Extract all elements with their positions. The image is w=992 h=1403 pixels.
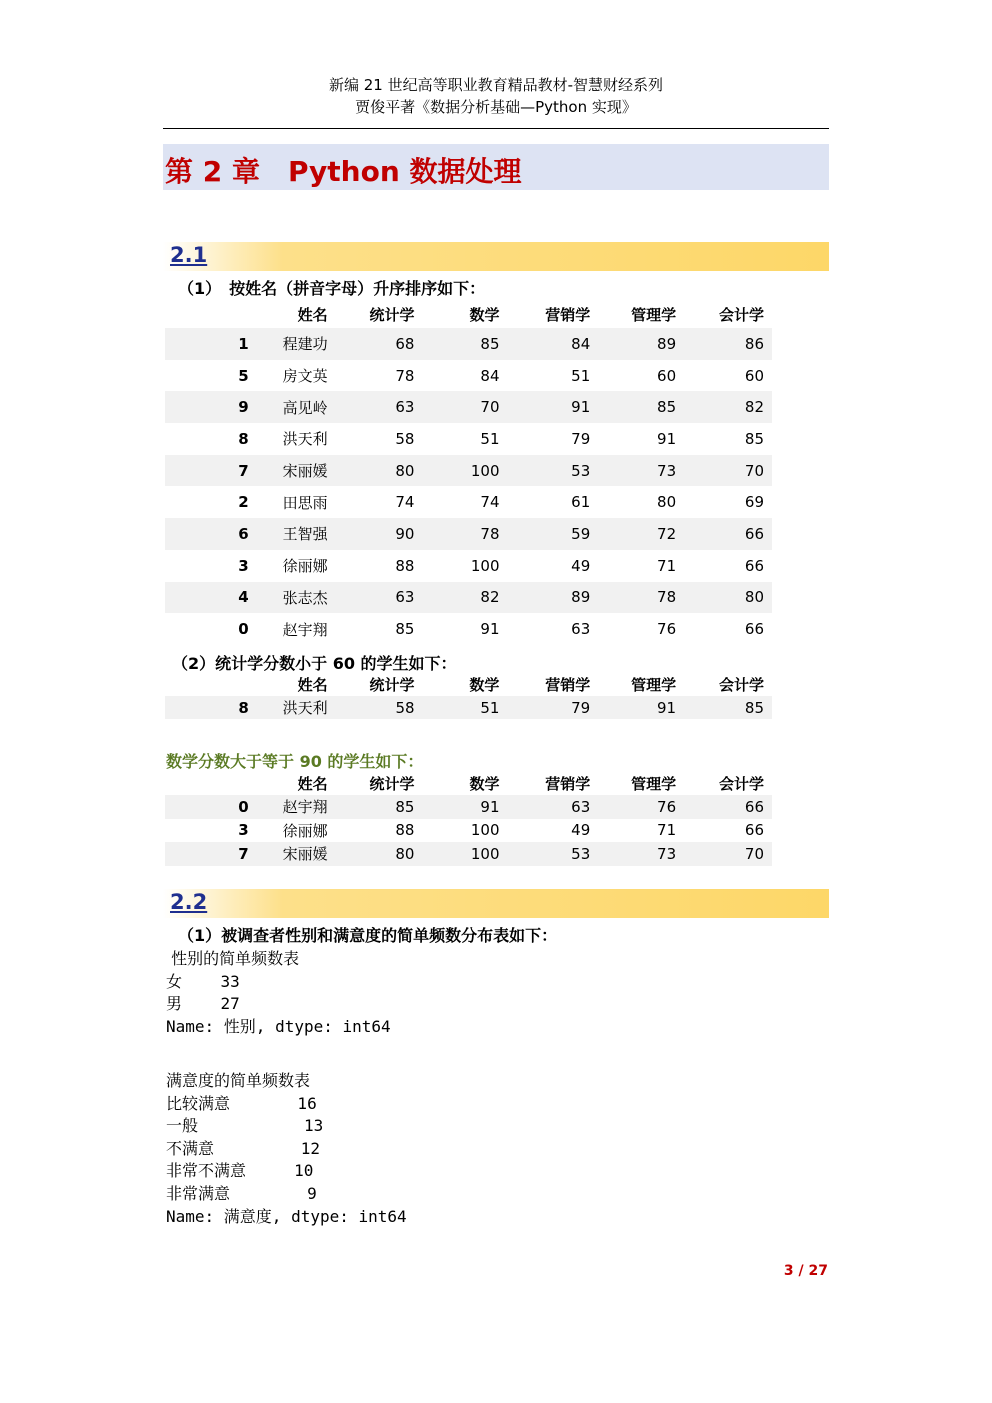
part2-heading: （2）统计学分数小于 60 的学生如下：: [172, 654, 457, 673]
score-cell: 58: [395, 429, 415, 448]
page-header: [163, 74, 829, 118]
output-line: 比较满意 16: [166, 1093, 317, 1113]
score-cell: 70: [676, 842, 772, 866]
table-header-row: [165, 300, 772, 328]
output-line: Name: 满意度, dtype: int64: [166, 1206, 407, 1226]
output-line: 非常满意 9: [166, 1183, 317, 1203]
score-cell: 100: [470, 556, 500, 575]
output-line: 非常不满意 10: [166, 1161, 314, 1181]
score-cell: 78: [414, 518, 499, 550]
score-cell: 100: [414, 842, 499, 866]
student-name: 洪天利: [249, 696, 328, 719]
score-cell: 89: [590, 328, 676, 360]
score-cell: 84: [500, 328, 591, 360]
output-line: 一般 13: [166, 1116, 324, 1136]
part3-heading: 数学分数大于等于 90 的学生如下：: [166, 752, 424, 771]
low-stats-table: [165, 672, 772, 719]
index-header: [165, 672, 249, 696]
row-index: 8: [165, 696, 249, 719]
student-name: 田思雨: [282, 493, 328, 512]
score-cell: 73: [590, 455, 676, 487]
score-cell: 79: [499, 696, 590, 719]
page-number: 3 / 27: [783, 1263, 828, 1279]
score-cell: 70: [414, 391, 499, 423]
score-cell: 80: [328, 842, 415, 866]
score-cell: 78: [395, 366, 415, 385]
score-cell: 63: [500, 795, 591, 819]
output-line: 不满意 12: [166, 1138, 320, 1158]
column-header: 数学: [469, 305, 500, 324]
satisfaction-frequency-output: [166, 1070, 407, 1228]
score-cell: 86: [676, 328, 772, 360]
row-index: 5: [238, 366, 249, 385]
score-cell: 49: [571, 556, 591, 575]
column-header: 管理学: [631, 675, 677, 694]
score-cell: 76: [590, 795, 676, 819]
score-cell: 84: [480, 366, 500, 385]
section-banner-2-1: [163, 242, 829, 271]
output-title: 满意度的简单频数表: [166, 1071, 311, 1090]
row-index: 9: [165, 391, 249, 423]
part4-heading: （1）被调查者性别和满意度的简单频数分布表如下：: [178, 926, 558, 945]
student-name: 房文英: [282, 367, 328, 386]
score-cell: 79: [571, 429, 591, 448]
score-cell: 71: [657, 556, 677, 575]
header-series-title: 新编 21 世纪高等职业教育精品教材-智慧财经系列: [328, 76, 664, 94]
column-header: 统计学: [369, 305, 415, 324]
table-row: [165, 455, 772, 487]
column-header: 姓名: [297, 774, 328, 793]
column-header: 姓名: [297, 305, 328, 324]
score-cell: 70: [676, 455, 772, 487]
score-cell: 66: [676, 795, 772, 819]
student-name: 张志杰: [249, 582, 328, 614]
score-cell: 49: [571, 821, 591, 840]
row-index: 0: [165, 795, 249, 819]
table-row: [165, 328, 772, 360]
score-cell: 88: [395, 556, 415, 575]
student-name: 赵宇翔: [282, 620, 328, 639]
section-banner-2-2: [163, 889, 829, 918]
score-cell: 59: [500, 518, 591, 550]
student-name: 赵宇翔: [249, 795, 328, 819]
score-cell: 69: [744, 493, 764, 512]
score-cell: 78: [590, 582, 676, 614]
score-cell: 85: [744, 429, 764, 448]
score-cell: 66: [744, 620, 764, 639]
table-row: [165, 360, 772, 392]
score-cell: 82: [414, 582, 499, 614]
student-name: 王智强: [249, 518, 328, 550]
score-cell: 91: [414, 795, 499, 819]
column-header: 会计学: [718, 774, 764, 793]
score-cell: 58: [328, 696, 415, 719]
column-header: 统计学: [369, 675, 415, 694]
section-title-2-2: 2.2: [170, 890, 208, 914]
score-cell: 51: [415, 696, 500, 719]
student-name: 高见岭: [249, 391, 328, 423]
sorted-scores-table: [165, 300, 772, 645]
column-header: 营销学: [545, 675, 591, 694]
row-index: 1: [165, 328, 249, 360]
score-cell: 74: [480, 493, 500, 512]
score-cell: 53: [500, 842, 591, 866]
student-name: 徐丽娜: [282, 557, 328, 576]
row-index: 4: [165, 582, 249, 614]
table-row: [165, 423, 772, 455]
score-cell: 80: [657, 493, 677, 512]
row-index: 0: [238, 620, 249, 639]
row-index: 7: [165, 455, 249, 487]
output-line: Name: 性别, dtype: int64: [166, 1016, 391, 1036]
score-cell: 51: [480, 429, 500, 448]
student-name: 徐丽娜: [282, 821, 328, 840]
column-header: 营销学: [545, 305, 591, 324]
row-index: 3: [238, 821, 249, 840]
high-math-table: [165, 771, 772, 866]
column-header: 数学: [469, 774, 500, 793]
student-name: 程建功: [249, 328, 328, 360]
column-header: 统计学: [369, 774, 415, 793]
score-cell: 72: [590, 518, 676, 550]
table-row: [165, 582, 772, 614]
table-row: [165, 550, 772, 582]
score-cell: 80: [676, 582, 772, 614]
score-cell: 63: [328, 391, 415, 423]
column-header: 会计学: [718, 305, 764, 324]
table-row: [165, 391, 772, 423]
score-cell: 100: [470, 821, 500, 840]
output-line: 女 33: [166, 971, 240, 991]
index-header: [165, 300, 249, 328]
score-cell: 66: [676, 518, 772, 550]
score-cell: 85: [328, 795, 415, 819]
table-header-row: [165, 771, 772, 795]
score-cell: 63: [328, 582, 415, 614]
row-index: 7: [165, 842, 249, 866]
score-cell: 63: [571, 620, 591, 639]
score-cell: 60: [744, 366, 764, 385]
header-book-title: 贾俊平著《数据分析基础—Python 实现》: [355, 98, 637, 116]
row-index: 2: [238, 493, 249, 512]
index-header: [165, 771, 249, 795]
student-name: 洪天利: [282, 430, 328, 449]
row-index: 6: [165, 518, 249, 550]
table-row: [165, 613, 772, 645]
score-cell: 71: [657, 821, 677, 840]
score-cell: 68: [328, 328, 415, 360]
header-divider: [163, 128, 829, 129]
table-row: [165, 842, 772, 866]
score-cell: 90: [328, 518, 415, 550]
score-cell: 51: [571, 366, 591, 385]
gender-frequency-output: [166, 948, 391, 1038]
score-cell: 80: [328, 455, 415, 487]
score-cell: 100: [414, 455, 499, 487]
score-cell: 61: [571, 493, 591, 512]
row-index: 3: [238, 556, 249, 575]
column-header: 会计学: [718, 675, 764, 694]
score-cell: 74: [395, 493, 415, 512]
score-cell: 82: [676, 391, 772, 423]
student-name: 宋丽媛: [249, 842, 328, 866]
score-cell: 73: [590, 842, 676, 866]
row-index: 8: [238, 429, 249, 448]
chapter-title: 第 2 章 Python 数据处理: [165, 155, 522, 188]
score-cell: 91: [480, 620, 500, 639]
score-cell: 85: [395, 620, 415, 639]
column-header: 管理学: [631, 774, 677, 793]
table-row: [165, 795, 772, 819]
section-title-2-1: 2.1: [170, 243, 208, 267]
output-line: 男 27: [166, 994, 240, 1014]
table-header-row: [165, 672, 772, 696]
score-cell: 76: [657, 620, 677, 639]
output-title: 性别的简单频数表: [166, 949, 300, 968]
column-header: 姓名: [297, 675, 328, 694]
score-cell: 85: [676, 696, 772, 719]
table-row: [165, 518, 772, 550]
score-cell: 85: [414, 328, 499, 360]
table-row: [165, 819, 772, 843]
score-cell: 91: [657, 429, 677, 448]
score-cell: 85: [590, 391, 676, 423]
score-cell: 53: [500, 455, 591, 487]
student-name: 宋丽媛: [249, 455, 328, 487]
score-cell: 88: [395, 821, 415, 840]
part1-heading: （1） 按姓名（拼音字母）升序排序如下：: [178, 279, 486, 298]
score-cell: 66: [744, 556, 764, 575]
score-cell: 60: [657, 366, 677, 385]
score-cell: 91: [500, 391, 591, 423]
column-header: 管理学: [631, 305, 677, 324]
chapter-banner: [163, 144, 829, 190]
score-cell: 66: [744, 821, 764, 840]
column-header: 营销学: [545, 774, 591, 793]
table-row: [165, 486, 772, 518]
score-cell: 91: [590, 696, 676, 719]
table-row: [165, 696, 772, 719]
column-header: 数学: [469, 675, 500, 694]
score-cell: 89: [500, 582, 591, 614]
